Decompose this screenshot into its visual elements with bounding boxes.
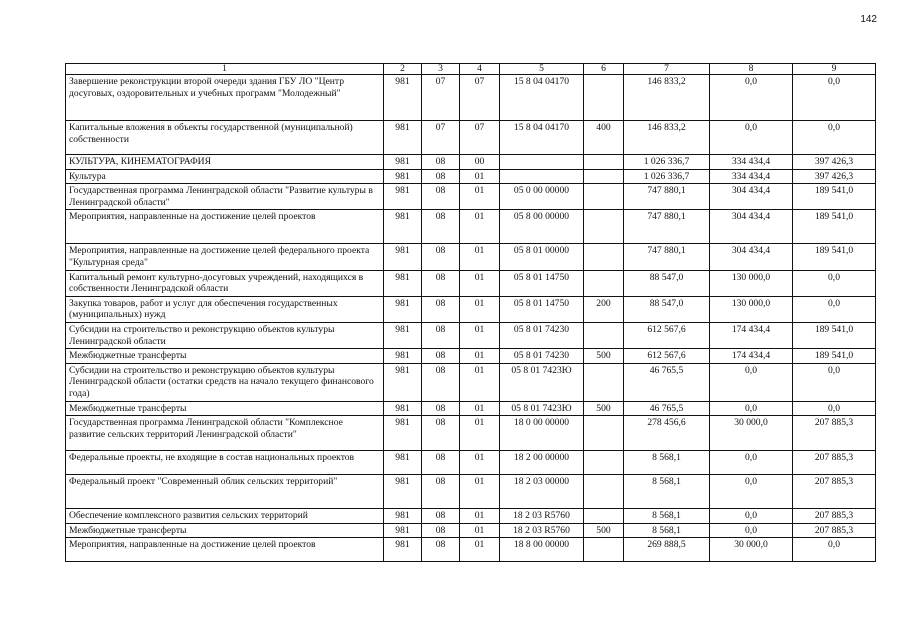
table-row	[66, 475, 876, 509]
cell-expense-type	[584, 538, 624, 562]
cell-section: 08	[422, 451, 460, 475]
table-row	[66, 451, 876, 475]
cell-amount-3: 0,0	[793, 363, 876, 401]
cell-admin-code: 981	[384, 416, 422, 451]
cell-expense-type	[584, 75, 624, 121]
table-row	[66, 184, 876, 210]
cell-expense-type	[584, 210, 624, 244]
cell-expense-type	[584, 270, 624, 296]
cell-subsection: 01	[460, 210, 500, 244]
cell-amount-3: 0,0	[793, 75, 876, 121]
cell-amount-1: 278 456,6	[624, 416, 710, 451]
cell-amount-1: 146 833,2	[624, 121, 710, 155]
cell-item-name: Обеспечение комплексного развития сельских территорий	[66, 509, 384, 524]
cell-amount-1: 46 765,5	[624, 401, 710, 416]
table-row	[66, 155, 876, 170]
cell-amount-1: 269 888,5	[624, 538, 710, 562]
cell-target-article: 18 2 03 R5760	[500, 523, 584, 538]
cell-expense-type	[584, 169, 624, 184]
cell-amount-3: 207 885,3	[793, 451, 876, 475]
cell-section: 08	[422, 523, 460, 538]
cell-admin-code: 981	[384, 322, 422, 348]
cell-admin-code: 981	[384, 169, 422, 184]
cell-section: 07	[422, 121, 460, 155]
header-cell: 8	[710, 64, 793, 75]
cell-amount-2: 0,0	[710, 523, 793, 538]
cell-amount-1: 146 833,2	[624, 75, 710, 121]
cell-amount-3: 0,0	[793, 121, 876, 155]
cell-section: 08	[422, 416, 460, 451]
cell-target-article: 05 8 01 00000	[500, 244, 584, 270]
table-row	[66, 322, 876, 348]
cell-expense-type	[584, 509, 624, 524]
cell-target-article: 18 8 00 00000	[500, 538, 584, 562]
cell-item-name: Капитальный ремонт культурно-досуговых учреждений, находящихся в собственности Ленинградской области	[66, 270, 384, 296]
cell-amount-3: 0,0	[793, 296, 876, 322]
cell-amount-2: 30 000,0	[710, 416, 793, 451]
cell-target-article	[500, 155, 584, 170]
cell-section: 08	[422, 475, 460, 509]
header-row	[66, 64, 876, 75]
header-cell: 9	[793, 64, 876, 75]
cell-item-name: Федеральные проекты, не входящие в состав национальных проектов	[66, 451, 384, 475]
cell-amount-2: 304 434,4	[710, 244, 793, 270]
table-body	[66, 75, 876, 562]
cell-item-name: Мероприятия, направленные на достижение целей проектов	[66, 210, 384, 244]
cell-target-article: 05 8 01 14750	[500, 296, 584, 322]
cell-target-article: 15 8 04 04170	[500, 75, 584, 121]
cell-admin-code: 981	[384, 451, 422, 475]
cell-item-name: Федеральный проект "Современный облик сельских территорий"	[66, 475, 384, 509]
cell-item-name: КУЛЬТУРА, КИНЕМАТОГРАФИЯ	[66, 155, 384, 170]
cell-admin-code: 981	[384, 296, 422, 322]
cell-target-article: 05 8 01 74230	[500, 349, 584, 364]
cell-section: 08	[422, 155, 460, 170]
cell-expense-type: 500	[584, 401, 624, 416]
cell-amount-1: 747 880,1	[624, 244, 710, 270]
cell-subsection: 01	[460, 451, 500, 475]
cell-expense-type	[584, 416, 624, 451]
cell-item-name: Государственная программа Ленинградской области "Комплексное развитие сельских территорий Ленинградской области"	[66, 416, 384, 451]
cell-expense-type: 500	[584, 349, 624, 364]
cell-target-article: 05 8 01 74230	[500, 322, 584, 348]
table-row	[66, 523, 876, 538]
cell-amount-2: 334 434,4	[710, 155, 793, 170]
cell-admin-code: 981	[384, 363, 422, 401]
cell-amount-3: 0,0	[793, 538, 876, 562]
cell-amount-2: 0,0	[710, 121, 793, 155]
table-row	[66, 401, 876, 416]
cell-amount-1: 747 880,1	[624, 210, 710, 244]
cell-admin-code: 981	[384, 184, 422, 210]
cell-amount-3: 207 885,3	[793, 416, 876, 451]
cell-item-name: Культура	[66, 169, 384, 184]
table-row	[66, 509, 876, 524]
cell-expense-type: 400	[584, 121, 624, 155]
cell-target-article: 05 8 01 14750	[500, 270, 584, 296]
cell-subsection: 01	[460, 322, 500, 348]
header-cell: 3	[422, 64, 460, 75]
cell-section: 08	[422, 296, 460, 322]
table-row	[66, 416, 876, 451]
cell-admin-code: 981	[384, 475, 422, 509]
cell-expense-type	[584, 155, 624, 170]
cell-amount-1: 1 026 336,7	[624, 169, 710, 184]
cell-amount-2: 174 434,4	[710, 349, 793, 364]
cell-expense-type: 500	[584, 523, 624, 538]
cell-amount-2: 0,0	[710, 509, 793, 524]
cell-amount-2: 130 000,0	[710, 270, 793, 296]
cell-subsection: 01	[460, 475, 500, 509]
cell-section: 08	[422, 509, 460, 524]
cell-section: 08	[422, 538, 460, 562]
cell-amount-2: 304 434,4	[710, 184, 793, 210]
cell-amount-1: 8 568,1	[624, 523, 710, 538]
cell-section: 07	[422, 75, 460, 121]
cell-amount-2: 130 000,0	[710, 296, 793, 322]
cell-item-name: Государственная программа Ленинградской области "Развитие культуры в Ленинградской области"	[66, 184, 384, 210]
cell-subsection: 07	[460, 121, 500, 155]
cell-admin-code: 981	[384, 523, 422, 538]
cell-amount-1: 8 568,1	[624, 475, 710, 509]
cell-amount-3: 397 426,3	[793, 155, 876, 170]
header-cell: 1	[66, 64, 384, 75]
cell-item-name: Субсидии на строительство и реконструкцию объектов культуры Ленинградской области	[66, 322, 384, 348]
table-row	[66, 244, 876, 270]
page-number: 142	[860, 14, 877, 25]
cell-item-name: Межбюджетные трансферты	[66, 401, 384, 416]
cell-expense-type	[584, 244, 624, 270]
cell-section: 08	[422, 244, 460, 270]
cell-item-name: Закупка товаров, работ и услуг для обеспечения государственных (муниципальных) нужд	[66, 296, 384, 322]
cell-section: 08	[422, 210, 460, 244]
cell-amount-1: 612 567,6	[624, 349, 710, 364]
table-row	[66, 349, 876, 364]
header-cell: 2	[384, 64, 422, 75]
cell-amount-3: 189 541,0	[793, 322, 876, 348]
table-row	[66, 121, 876, 155]
table-row	[66, 75, 876, 121]
cell-amount-2: 304 434,4	[710, 210, 793, 244]
cell-amount-3: 207 885,3	[793, 475, 876, 509]
cell-target-article: 05 8 01 7423Ю	[500, 363, 584, 401]
cell-item-name: Завершение реконструкции второй очереди здания ГБУ ЛО "Центр досуговых, оздоровительных и учебных программ "Молодежный"	[66, 75, 384, 121]
cell-subsection: 01	[460, 184, 500, 210]
cell-amount-3: 207 885,3	[793, 509, 876, 524]
cell-amount-2: 334 434,4	[710, 169, 793, 184]
cell-admin-code: 981	[384, 121, 422, 155]
cell-amount-2: 0,0	[710, 363, 793, 401]
cell-expense-type	[584, 451, 624, 475]
cell-admin-code: 981	[384, 244, 422, 270]
cell-subsection: 01	[460, 523, 500, 538]
cell-section: 08	[422, 349, 460, 364]
cell-section: 08	[422, 363, 460, 401]
cell-subsection: 01	[460, 401, 500, 416]
cell-expense-type	[584, 363, 624, 401]
table-row	[66, 538, 876, 562]
cell-section: 08	[422, 401, 460, 416]
cell-admin-code: 981	[384, 270, 422, 296]
cell-section: 08	[422, 322, 460, 348]
cell-expense-type	[584, 475, 624, 509]
cell-admin-code: 981	[384, 509, 422, 524]
cell-subsection: 00	[460, 155, 500, 170]
cell-amount-3: 189 541,0	[793, 210, 876, 244]
cell-amount-2: 0,0	[710, 475, 793, 509]
cell-amount-3: 189 541,0	[793, 349, 876, 364]
table-row	[66, 210, 876, 244]
cell-item-name: Мероприятия, направленные на достижение целей федерального проекта "Культурная среда"	[66, 244, 384, 270]
cell-target-article: 05 8 01 7423Ю	[500, 401, 584, 416]
header-cell: 4	[460, 64, 500, 75]
cell-expense-type	[584, 184, 624, 210]
cell-section: 08	[422, 270, 460, 296]
cell-admin-code: 981	[384, 75, 422, 121]
cell-subsection: 01	[460, 416, 500, 451]
header-cell: 7	[624, 64, 710, 75]
cell-amount-1: 8 568,1	[624, 509, 710, 524]
cell-target-article: 05 8 00 00000	[500, 210, 584, 244]
cell-admin-code: 981	[384, 538, 422, 562]
cell-amount-1: 612 567,6	[624, 322, 710, 348]
cell-amount-3: 189 541,0	[793, 184, 876, 210]
cell-admin-code: 981	[384, 210, 422, 244]
cell-amount-3: 0,0	[793, 401, 876, 416]
cell-expense-type: 200	[584, 296, 624, 322]
cell-expense-type	[584, 322, 624, 348]
table-row	[66, 169, 876, 184]
table-row	[66, 270, 876, 296]
cell-amount-1: 8 568,1	[624, 451, 710, 475]
cell-item-name: Субсидии на строительство и реконструкцию объектов культуры Ленинградской области (остатки средств на начало текущего финансового года)	[66, 363, 384, 401]
cell-amount-1: 88 547,0	[624, 270, 710, 296]
table-row	[66, 296, 876, 322]
cell-amount-1: 747 880,1	[624, 184, 710, 210]
cell-amount-2: 0,0	[710, 75, 793, 121]
cell-item-name: Межбюджетные трансферты	[66, 523, 384, 538]
cell-amount-1: 46 765,5	[624, 363, 710, 401]
budget-table	[65, 63, 876, 562]
cell-item-name: Межбюджетные трансферты	[66, 349, 384, 364]
cell-amount-1: 1 026 336,7	[624, 155, 710, 170]
header-cell: 5	[500, 64, 584, 75]
cell-subsection: 01	[460, 169, 500, 184]
cell-amount-3: 0,0	[793, 270, 876, 296]
cell-amount-2: 0,0	[710, 451, 793, 475]
cell-item-name: Мероприятия, направленные на достижение целей проектов	[66, 538, 384, 562]
cell-target-article: 18 2 03 00000	[500, 475, 584, 509]
cell-amount-2: 30 000,0	[710, 538, 793, 562]
cell-target-article	[500, 169, 584, 184]
cell-amount-3: 207 885,3	[793, 523, 876, 538]
cell-admin-code: 981	[384, 401, 422, 416]
cell-subsection: 01	[460, 349, 500, 364]
cell-target-article: 15 8 04 04170	[500, 121, 584, 155]
cell-amount-1: 88 547,0	[624, 296, 710, 322]
cell-subsection: 01	[460, 509, 500, 524]
cell-subsection: 01	[460, 363, 500, 401]
cell-subsection: 01	[460, 270, 500, 296]
cell-amount-2: 174 434,4	[710, 322, 793, 348]
cell-subsection: 07	[460, 75, 500, 121]
cell-admin-code: 981	[384, 155, 422, 170]
cell-target-article: 18 0 00 00000	[500, 416, 584, 451]
cell-amount-3: 397 426,3	[793, 169, 876, 184]
cell-subsection: 01	[460, 244, 500, 270]
cell-item-name: Капитальные вложения в объекты государственной (муниципальной) собственности	[66, 121, 384, 155]
cell-amount-2: 0,0	[710, 401, 793, 416]
cell-subsection: 01	[460, 296, 500, 322]
cell-target-article: 18 2 03 R5760	[500, 509, 584, 524]
cell-admin-code: 981	[384, 349, 422, 364]
header-cell: 6	[584, 64, 624, 75]
cell-section: 08	[422, 169, 460, 184]
cell-section: 08	[422, 184, 460, 210]
table-row	[66, 363, 876, 401]
cell-target-article: 05 0 00 00000	[500, 184, 584, 210]
cell-subsection: 01	[460, 538, 500, 562]
cell-target-article: 18 2 00 00000	[500, 451, 584, 475]
cell-amount-3: 189 541,0	[793, 244, 876, 270]
